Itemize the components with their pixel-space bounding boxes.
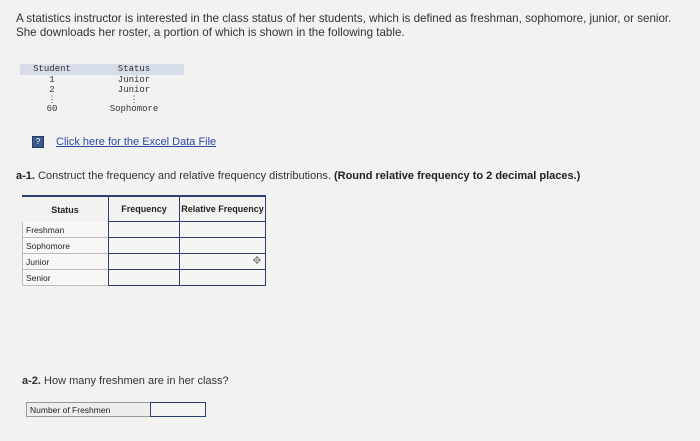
question-a2: [22, 375, 229, 387]
roster-row: [20, 104, 184, 114]
roster-status: Junior: [117, 75, 151, 85]
move-cursor-icon: ✥: [252, 255, 262, 267]
question-a1-text: Construct the frequency and relative frequency distributions.: [34, 170, 334, 182]
question-a1-instruction: (Round relative frequency to 2 decimal places.): [333, 170, 581, 182]
roster-ellipsis: ⋮: [129, 95, 139, 105]
frequency-table-header: [22, 195, 266, 222]
sophomore-relative-frequency-input[interactable]: [180, 238, 266, 254]
help-icon[interactable]: ?: [32, 136, 44, 148]
number-of-freshmen-input[interactable]: [150, 402, 206, 417]
header-relative-frequency: Relative Frequency: [180, 195, 266, 222]
header-frequency: Frequency: [108, 195, 180, 222]
senior-frequency-input[interactable]: [108, 270, 180, 286]
row-label-senior: Senior: [22, 270, 108, 286]
sophomore-frequency-input[interactable]: [108, 238, 180, 254]
number-of-freshmen-row: [26, 402, 206, 417]
header-status: Status: [22, 195, 108, 222]
roster-header: [20, 64, 184, 75]
excel-link-row: [32, 136, 216, 148]
roster-row: [20, 85, 184, 95]
freshman-frequency-input[interactable]: [108, 222, 180, 238]
roster-status: Sophomore: [109, 104, 159, 114]
roster-student: 60: [46, 104, 58, 114]
frequency-table: [22, 195, 266, 286]
question-a1: [16, 170, 580, 182]
roster-student: 2: [49, 85, 55, 95]
question-a2-text: How many freshmen are in her class?: [40, 375, 229, 387]
roster-row: [20, 75, 184, 85]
senior-relative-frequency-input[interactable]: [180, 270, 266, 286]
table-row: [22, 270, 266, 286]
table-row: [22, 254, 266, 270]
junior-relative-frequency-input[interactable]: [180, 254, 266, 270]
roster-header-status: Status: [117, 64, 151, 74]
problem-intro: A statistics instructor is interested in the class status of her students, which is defined as freshman, sophomore, junior, or senior. She downloads her roster, a portion of which is shown in the following table.: [16, 12, 672, 39]
row-label-freshman: Freshman: [22, 222, 108, 238]
roster-table: [20, 64, 184, 114]
row-label-junior: Junior: [22, 254, 108, 270]
junior-frequency-input[interactable]: [108, 254, 180, 270]
roster-student: 1: [49, 75, 55, 85]
question-a2-number: a-2.: [22, 375, 41, 387]
roster-row: [20, 95, 184, 104]
freshman-relative-frequency-input[interactable]: [180, 222, 266, 238]
roster-status: Junior: [117, 85, 151, 95]
roster-header-student: Student: [33, 64, 71, 74]
roster-ellipsis: ⋮: [47, 95, 57, 105]
number-of-freshmen-label: Number of Freshmen: [26, 402, 150, 417]
row-label-sophomore: Sophomore: [22, 238, 108, 254]
question-a1-number: a-1.: [16, 170, 35, 182]
excel-data-link[interactable]: Click here for the Excel Data File: [56, 136, 217, 148]
table-row: [22, 222, 266, 238]
table-row: [22, 238, 266, 254]
